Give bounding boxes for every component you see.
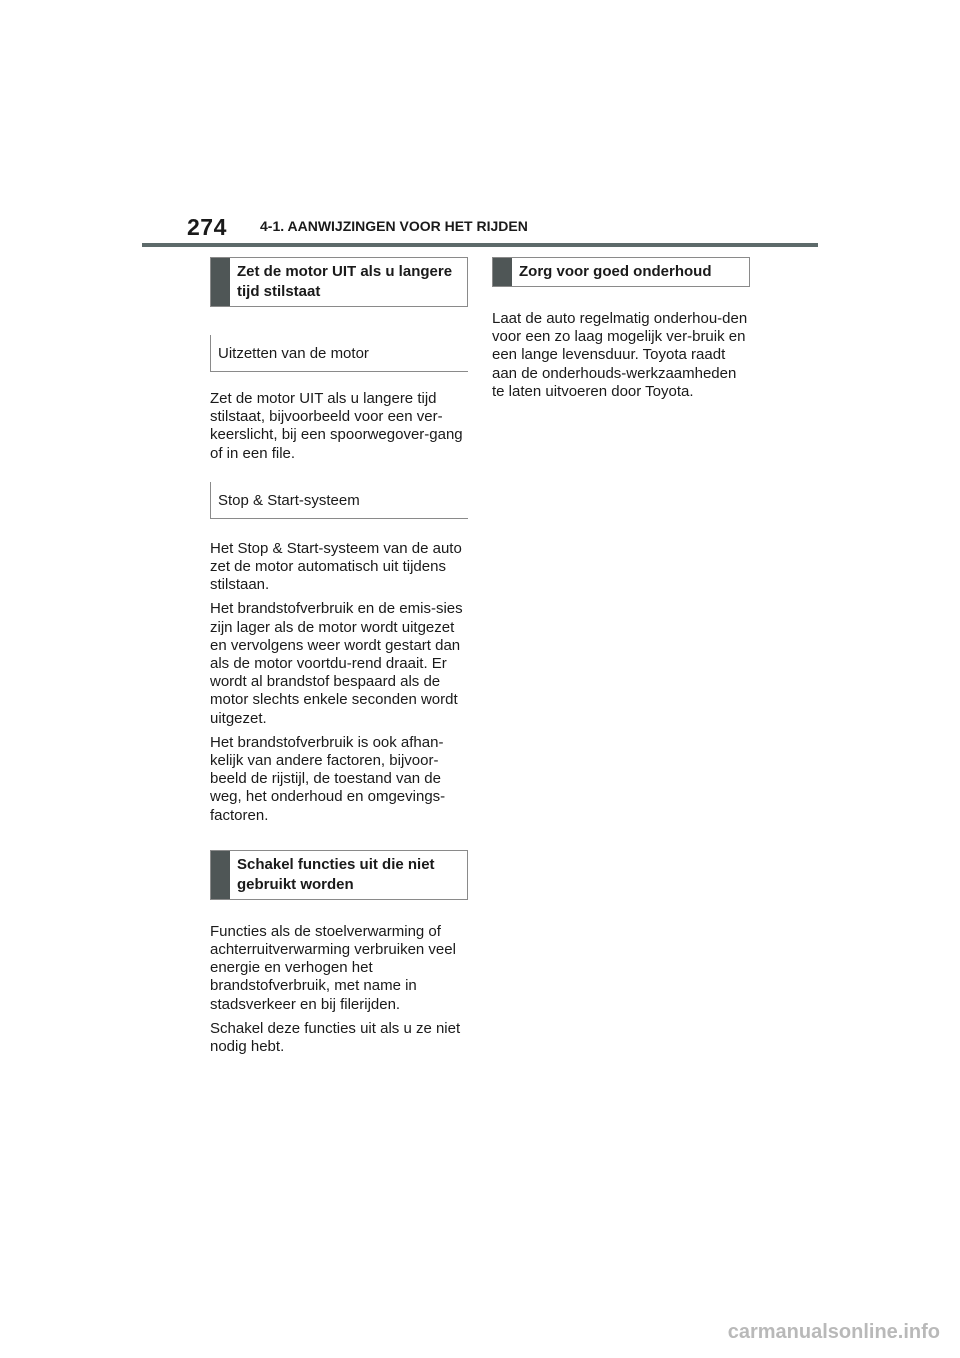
paragraph: Het brandstofverbruik en de emis-sies zijn lager als de motor wordt uitgezet en vervolgens weer wordt gestart dan als de motor voortdu-rend draait. Er wordt al brandstof bespaard als de motor slechts enkele seconden wordt uitgezet. xyxy=(210,600,463,727)
watermark: carmanualsonline.info xyxy=(727,1321,940,1343)
paragraph: Zet de motor UIT als u langere tijd stilstaat, bijvoorbeeld voor een ver-keerslicht, bij een spoorwegover-gang of in een file. xyxy=(210,390,463,462)
heading-text: Zorg voor goed onderhoud xyxy=(519,263,712,280)
heading-bar xyxy=(493,258,512,286)
heading-bar xyxy=(211,258,230,306)
subheading-stop-start: Stop & Start-systeem xyxy=(210,482,468,519)
subheading-engine-off: Uitzetten van de motor xyxy=(210,335,468,372)
paragraph: Laat de auto regelmatig onderhou-den voor een zo laag mogelijk ver-bruik en een lange levensduur. Toyota raadt aan de onderhouds-werkzaamheden te laten uitvoeren door Toyota. xyxy=(492,310,748,400)
header-rule xyxy=(142,243,818,247)
heading-text: Zet de motor UIT als u langere tijd stilstaat xyxy=(237,263,453,300)
page-number: 274 xyxy=(187,214,227,240)
right-column xyxy=(492,257,750,401)
paragraph: Het brandstofverbruik is ook afhan-kelijk van andere factoren, bijvoor-beeld de rijstijl, de toestand van de weg, het onderhoud en omgevings-factoren. xyxy=(210,733,446,824)
paragraph: Functies als de stoelverwarming of achterruitverwarming verbruiken veel energie en verhogen het brandstofverbruik, met name in stadsverkeer en bij filerijden. xyxy=(210,922,456,1013)
paragraph: Schakel deze functies uit als u ze niet nodig hebt. xyxy=(210,1019,461,1056)
paragraph: Het Stop & Start-systeem van de auto zet de motor automatisch uit tijdens stilstaan. xyxy=(210,539,462,594)
heading-text: Schakel functies uit die niet gebruikt worden xyxy=(237,855,435,893)
heading-maintenance xyxy=(492,257,750,287)
heading-bar xyxy=(211,851,230,899)
section-title: 4-1. AANWIJZINGEN VOOR HET RIJDEN xyxy=(260,218,528,234)
left-column xyxy=(210,257,468,1056)
heading-engine-off xyxy=(210,257,468,307)
heading-switch-off-functions xyxy=(210,850,468,900)
